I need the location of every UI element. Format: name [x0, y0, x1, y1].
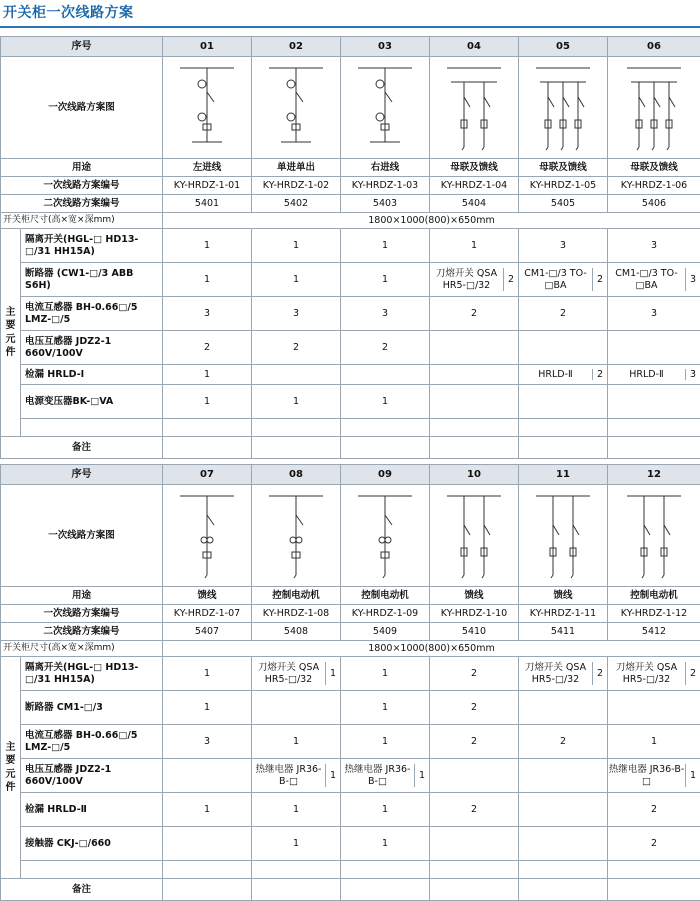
table2-spacer-cell: [519, 861, 608, 879]
table1-note-cell: [341, 437, 430, 459]
table1-component-value: 3: [608, 229, 700, 263]
component-qty: 1: [685, 764, 700, 788]
table1-header-col-5: 05: [519, 37, 608, 57]
table2-component-value: [163, 759, 252, 793]
table1-dim-label: 开关柜尺寸(高×宽×深mm): [1, 213, 163, 229]
table2-component-value: 2: [519, 725, 608, 759]
table1-header-col-3: 03: [341, 37, 430, 57]
table1-component-value: [608, 331, 700, 365]
table2-header-col-3: 09: [341, 465, 430, 485]
table1-component-value: [430, 263, 519, 297]
table2-component-label: 电流互感器 BH-0.66□/5 LMZ-□/5: [21, 725, 163, 759]
table2-component-value: [163, 827, 252, 861]
single-line-diagram-icon: [350, 490, 420, 582]
table2-diagram-col-6: [608, 485, 700, 587]
table1-note-cell: [519, 437, 608, 459]
table2-note-cell: [519, 879, 608, 901]
table1-component-value: 1: [341, 263, 430, 297]
table2-header-col-6: 12: [608, 465, 700, 485]
table2-diagram-col-5: [519, 485, 608, 587]
table2-usage-cell: 控制电动机: [252, 587, 341, 605]
table2-diagram-col-3: [341, 485, 430, 587]
table2-component-value: 3: [163, 725, 252, 759]
single-line-diagram-icon: [261, 62, 331, 154]
table2-component-value: [608, 657, 700, 691]
table2-component-value: [608, 691, 700, 725]
component-model: 刀熔开关 QSA HR5-□/32: [519, 662, 592, 686]
table2-component-label: 检漏 HRLD-Ⅱ: [21, 793, 163, 827]
single-line-diagram-icon: [619, 62, 689, 154]
table2-scheme-label: 一次线路方案编号: [1, 605, 163, 623]
table2-component-value: [430, 759, 519, 793]
component-qty: 1: [414, 764, 429, 788]
table2-component-value: 1: [341, 657, 430, 691]
component-split-cell: [519, 662, 607, 686]
table2-note-cell: [163, 879, 252, 901]
table2-component-value: 1: [163, 657, 252, 691]
table1-diagram-col-4: [430, 57, 519, 159]
table2-header-label: 序号: [1, 465, 163, 485]
table1-component-value: 2: [519, 297, 608, 331]
table2-spacer-cell: [430, 861, 519, 879]
component-split-cell: [608, 369, 700, 381]
table1-scheme-cell: KY-HRDZ-1-01: [163, 177, 252, 195]
table2-diagram-col-4: [430, 485, 519, 587]
component-qty: 3: [685, 369, 700, 381]
table1-diagram-col-5: [519, 57, 608, 159]
table1-component-value: [519, 263, 608, 297]
table2-header-col-1: 07: [163, 465, 252, 485]
table2-component-value: [252, 691, 341, 725]
single-line-diagram-icon: [172, 62, 242, 154]
table2-header-col-4: 10: [430, 465, 519, 485]
table1-secondary-cell: 5405: [519, 195, 608, 213]
table1-component-value: 2: [163, 331, 252, 365]
table1-component-value: 1: [430, 229, 519, 263]
table2-spacer-label: [21, 861, 163, 879]
table2-usage-cell: 控制电动机: [608, 587, 700, 605]
table1-component-label: 断路器 (CW1-□/3 ABB S6H): [21, 263, 163, 297]
table1-component-value: 1: [252, 385, 341, 419]
table2-secondary-cell: 5411: [519, 623, 608, 641]
table2-component-value: 1: [341, 827, 430, 861]
table1-component-label: 电源变压器BK-□VA: [21, 385, 163, 419]
table1-component-value: 1: [341, 385, 430, 419]
table2-component-value: 2: [430, 691, 519, 725]
table1-usage-cell: 左进线: [163, 159, 252, 177]
table1-component-value: 1: [252, 263, 341, 297]
table1-component-value: [608, 385, 700, 419]
table1-component-value: [430, 331, 519, 365]
component-model: CM1-□/3 TO-□BA: [519, 268, 592, 292]
table2-component-value: [252, 657, 341, 691]
table2-usage-cell: 馈线: [519, 587, 608, 605]
component-split-cell: [519, 369, 607, 381]
single-line-diagram-icon: [350, 62, 420, 154]
table1-component-value: [519, 331, 608, 365]
table2-component-value: [341, 759, 430, 793]
table1-component-value: 1: [341, 229, 430, 263]
component-split-cell: [252, 662, 340, 686]
table2-component-label: 隔离开关(HGL-□ HD13-□/31 HH15A): [21, 657, 163, 691]
single-line-diagram-icon: [439, 490, 509, 582]
table1-scheme-cell: KY-HRDZ-1-05: [519, 177, 608, 195]
table2-usage-cell: 馈线: [430, 587, 519, 605]
table2-scheme-cell: KY-HRDZ-1-10: [430, 605, 519, 623]
table2-note-cell: [430, 879, 519, 901]
table2-component-value: [252, 759, 341, 793]
table1-usage-cell: 右进线: [341, 159, 430, 177]
table2-scheme-cell: KY-HRDZ-1-09: [341, 605, 430, 623]
single-line-diagram-icon: [528, 62, 598, 154]
table1-secondary-cell: 5401: [163, 195, 252, 213]
component-qty: 2: [503, 268, 518, 292]
table1-component-value: [608, 263, 700, 297]
table1-component-value: 1: [163, 229, 252, 263]
table1-usage-cell: 母联及馈线: [608, 159, 700, 177]
table2-diagram-col-1: [163, 485, 252, 587]
scheme-table-1: [0, 36, 700, 459]
table1-secondary-label: 二次线路方案编号: [1, 195, 163, 213]
table2-component-label: 电压互感器 JDZ2-1 660V/100V: [21, 759, 163, 793]
table1-component-value: [608, 365, 700, 385]
title-underline: [0, 26, 700, 28]
component-split-cell: [608, 268, 700, 292]
table1-dim-value: 1800×1000(800)×650mm: [163, 213, 700, 229]
table1-component-label: 电流互感器 BH-0.66□/5 LMZ-□/5: [21, 297, 163, 331]
table1-component-value: [519, 365, 608, 385]
table2-secondary-cell: 5409: [341, 623, 430, 641]
table2-component-value: [430, 827, 519, 861]
component-model: 热继电器 JR36-B-□: [252, 764, 325, 788]
component-qty: 3: [685, 268, 700, 292]
table1-diagram-col-6: [608, 57, 700, 159]
table2-header-col-5: 11: [519, 465, 608, 485]
table2-spacer-cell: [341, 861, 430, 879]
component-qty: 1: [325, 764, 340, 788]
table2-component-value: [519, 657, 608, 691]
table2-usage-cell: 馈线: [163, 587, 252, 605]
table2-secondary-cell: 5410: [430, 623, 519, 641]
table1-component-value: 2: [430, 297, 519, 331]
table1-scheme-cell: KY-HRDZ-1-02: [252, 177, 341, 195]
component-model: 热继电器 JR36-B-□: [341, 764, 414, 788]
table1-component-value: [430, 365, 519, 385]
table1-note-label: 备注: [1, 437, 163, 459]
table1-usage-cell: 母联及馈线: [430, 159, 519, 177]
table2-header-col-2: 08: [252, 465, 341, 485]
table2-component-value: 1: [252, 793, 341, 827]
table2-spacer-cell: [163, 861, 252, 879]
table1-secondary-cell: 5403: [341, 195, 430, 213]
table2-component-value: 2: [608, 793, 700, 827]
table1-note-cell: [608, 437, 700, 459]
table2-component-value: 2: [430, 725, 519, 759]
table2-component-value: 1: [341, 793, 430, 827]
table2-spacer-cell: [252, 861, 341, 879]
table2-scheme-cell: KY-HRDZ-1-12: [608, 605, 700, 623]
component-model: 刀熔开关 QSA HR5-□/32: [430, 268, 503, 292]
table2-side-label: 主要元件: [1, 657, 21, 879]
table2-secondary-cell: 5408: [252, 623, 341, 641]
table2-component-value: 2: [430, 657, 519, 691]
table1-header-col-1: 01: [163, 37, 252, 57]
table1-header-label: 序号: [1, 37, 163, 57]
table1-component-value: 3: [519, 229, 608, 263]
table1-spacer-cell: [163, 419, 252, 437]
table1-usage-cell: 单进单出: [252, 159, 341, 177]
single-line-diagram-icon: [619, 490, 689, 582]
table1-component-value: 2: [341, 331, 430, 365]
table1-component-value: 1: [163, 385, 252, 419]
component-model: 刀熔开关 QSA HR5-□/32: [252, 662, 325, 686]
table2-usage-label: 用途: [1, 587, 163, 605]
table1-note-cell: [252, 437, 341, 459]
table1-header-col-2: 02: [252, 37, 341, 57]
component-split-cell: [519, 268, 607, 292]
single-line-diagram-icon: [528, 490, 598, 582]
table1-spacer-cell: [252, 419, 341, 437]
table2-component-value: [519, 827, 608, 861]
table1-secondary-cell: 5406: [608, 195, 700, 213]
scheme-table-2: [0, 464, 700, 901]
table1-component-value: 2: [252, 331, 341, 365]
component-model: HRLD-Ⅱ: [519, 369, 592, 381]
table2-note-cell: [252, 879, 341, 901]
page-title: 开关柜一次线路方案: [3, 2, 134, 22]
table2-component-value: 2: [430, 793, 519, 827]
table1-component-value: 1: [163, 263, 252, 297]
table2-component-value: [519, 793, 608, 827]
table1-side-label: 主要元件: [1, 229, 21, 437]
table1-diagram-col-1: [163, 57, 252, 159]
table1-diagram-col-3: [341, 57, 430, 159]
component-split-cell: [430, 268, 518, 292]
table1-note-cell: [430, 437, 519, 459]
table1-component-value: 3: [163, 297, 252, 331]
table1-diagram-col-2: [252, 57, 341, 159]
table1-component-value: 3: [252, 297, 341, 331]
component-qty: 2: [685, 662, 700, 686]
table1-secondary-cell: 5402: [252, 195, 341, 213]
table2-usage-cell: 控制电动机: [341, 587, 430, 605]
table1-spacer-cell: [341, 419, 430, 437]
component-qty: 2: [592, 268, 607, 292]
table2-note-cell: [341, 879, 430, 901]
table2-component-value: 1: [252, 725, 341, 759]
table1-component-value: [519, 385, 608, 419]
table2-diagram-col-2: [252, 485, 341, 587]
component-qty: 2: [592, 369, 607, 381]
table1-spacer-cell: [519, 419, 608, 437]
table1-header-col-6: 06: [608, 37, 700, 57]
component-model: CM1-□/3 TO-□BA: [608, 268, 685, 292]
table1-header-col-4: 04: [430, 37, 519, 57]
table2-component-value: [519, 759, 608, 793]
table1-component-value: 3: [608, 297, 700, 331]
table1-diagram-label: 一次线路方案图: [1, 57, 163, 159]
table2-secondary-cell: 5412: [608, 623, 700, 641]
component-model: 热继电器 JR36-B-□: [608, 764, 685, 788]
table2-component-value: 1: [252, 827, 341, 861]
table1-scheme-cell: KY-HRDZ-1-03: [341, 177, 430, 195]
table2-component-label: 断路器 CM1-□/3: [21, 691, 163, 725]
table1-spacer-label: [21, 419, 163, 437]
table1-scheme-cell: KY-HRDZ-1-06: [608, 177, 700, 195]
table1-note-cell: [163, 437, 252, 459]
table1-usage-label: 用途: [1, 159, 163, 177]
component-model: 刀熔开关 QSA HR5-□/32: [608, 662, 685, 686]
table1-spacer-cell: [608, 419, 700, 437]
component-qty: 1: [325, 662, 340, 686]
table2-scheme-cell: KY-HRDZ-1-08: [252, 605, 341, 623]
table2-scheme-cell: KY-HRDZ-1-11: [519, 605, 608, 623]
single-line-diagram-icon: [439, 62, 509, 154]
table1-usage-cell: 母联及馈线: [519, 159, 608, 177]
component-qty: 2: [592, 662, 607, 686]
single-line-diagram-icon: [261, 490, 331, 582]
table1-component-label: 电压互感器 JDZ2-1 660V/100V: [21, 331, 163, 365]
table2-spacer-cell: [608, 861, 700, 879]
table1-scheme-label: 一次线路方案编号: [1, 177, 163, 195]
table1-component-label: 检漏 HRLD-Ⅰ: [21, 365, 163, 385]
table2-note-cell: [608, 879, 700, 901]
table2-component-value: 1: [341, 725, 430, 759]
table1-scheme-cell: KY-HRDZ-1-04: [430, 177, 519, 195]
table2-secondary-label: 二次线路方案编号: [1, 623, 163, 641]
table1-spacer-cell: [430, 419, 519, 437]
table1-component-value: 1: [163, 365, 252, 385]
component-split-cell: [608, 764, 700, 788]
table2-component-value: 1: [163, 691, 252, 725]
table2-dim-label: 开关柜尺寸(高×宽×深mm): [1, 641, 163, 657]
table2-component-value: [519, 691, 608, 725]
component-split-cell: [252, 764, 340, 788]
table2-component-value: 1: [608, 725, 700, 759]
table1-component-value: [341, 365, 430, 385]
component-model: HRLD-Ⅱ: [608, 369, 685, 381]
table2-component-value: [608, 759, 700, 793]
table2-dim-value: 1800×1000(800)×650mm: [163, 641, 700, 657]
table1-component-value: [430, 385, 519, 419]
table2-component-value: 2: [608, 827, 700, 861]
component-split-cell: [608, 662, 700, 686]
table2-component-value: 1: [341, 691, 430, 725]
table1-component-value: [252, 365, 341, 385]
component-split-cell: [341, 764, 429, 788]
table1-component-label: 隔离开关(HGL-□ HD13-□/31 HH15A): [21, 229, 163, 263]
table2-diagram-label: 一次线路方案图: [1, 485, 163, 587]
table2-scheme-cell: KY-HRDZ-1-07: [163, 605, 252, 623]
table1-component-value: 1: [252, 229, 341, 263]
table2-note-label: 备注: [1, 879, 163, 901]
table1-secondary-cell: 5404: [430, 195, 519, 213]
table2-component-label: 接触器 CKJ-□/660: [21, 827, 163, 861]
table2-component-value: 1: [163, 793, 252, 827]
single-line-diagram-icon: [172, 490, 242, 582]
table2-secondary-cell: 5407: [163, 623, 252, 641]
table1-component-value: 3: [341, 297, 430, 331]
